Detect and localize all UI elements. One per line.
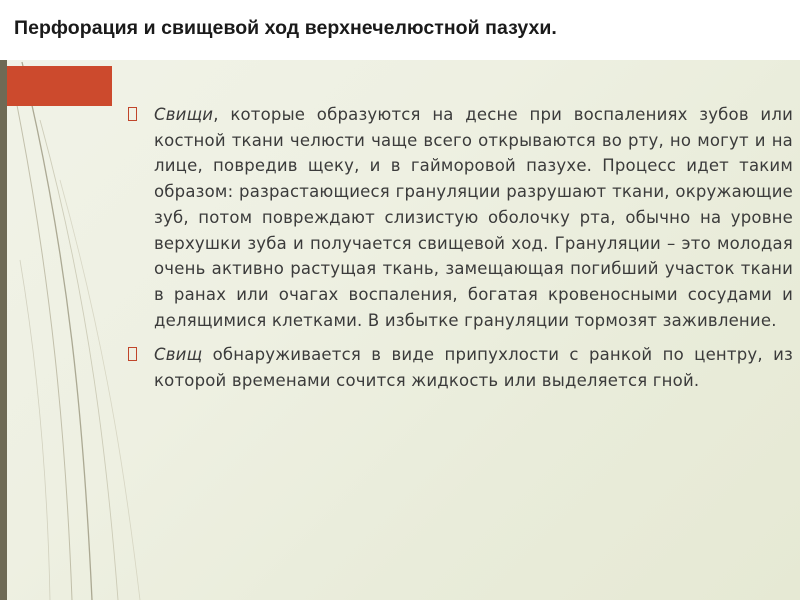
bullet-lead: Свищи [154,105,214,124]
bullet-text: , которые образуются на десне при воспалениях зубов или костной ткани челюсти чаще всего открываются во рту, но могут и на лице, повредив щеку, и в гайморовой пазухе. Процесс идет таким образом: разрастающиеся грануляции разрушают ткани, окружающие зуб, потом повреждают слизистую оболочку рта, обычно на уровне верхушки зуба и получается свищевой ход. Грануляции – это молодая очень активно растущая ткань, замещающая погибший участок ткани в ранах или очагах воспаления, богатая кровеносными сосудами и делящимися клетками. В избытке грануляции тормозят заживление. [154,105,793,330]
bullet-item [128,342,793,393]
bullet-item [128,102,793,333]
slide-title: Перфорация и свищевой ход верхнечелюстной пазухи. [14,17,557,39]
bullet-list [128,102,793,403]
bullet-lead: Свищ [154,345,203,365]
left-accent-bar [0,0,7,600]
bullet-text: обнаруживается в виде припухлости с ранкой по центру, из которой временами сочится жидкость или выделяется гной. [154,345,793,391]
accent-tab [7,66,112,106]
square-bullet-icon [128,107,137,121]
square-bullet-icon [128,347,137,361]
